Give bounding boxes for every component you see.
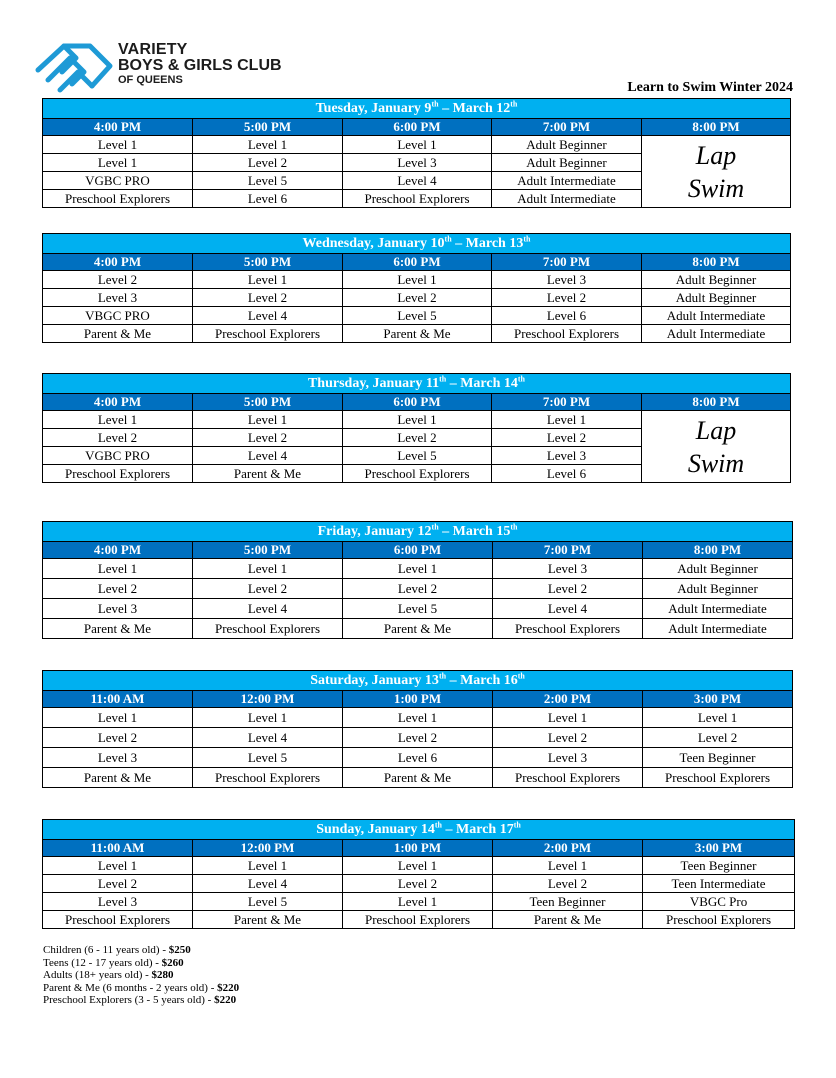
class-cell: Level 2 (493, 728, 643, 748)
time-header: 7:00 PM (492, 119, 642, 136)
class-cell: Parent & Me (343, 325, 492, 343)
class-cell: Level 1 (43, 136, 193, 154)
class-cell: Preschool Explorers (193, 325, 343, 343)
time-header: 3:00 PM (643, 691, 793, 708)
day-end-sup: th (517, 671, 525, 681)
class-cell: Level 2 (493, 579, 643, 599)
lap-swim-line2: Swim (687, 448, 745, 478)
class-cell: Level 2 (493, 875, 643, 893)
price-value: $280 (151, 969, 174, 981)
class-cell: Preschool Explorers (643, 911, 795, 929)
class-cell: Level 2 (343, 289, 492, 307)
day-start-sup: th (434, 820, 443, 830)
schedule-table-thursday (42, 373, 791, 483)
class-cell: VGBC PRO (43, 172, 193, 190)
class-cell: Level 1 (643, 708, 793, 728)
time-header: 5:00 PM (193, 542, 343, 559)
price-label: Teens (12 - 17 years old) - (43, 956, 162, 969)
class-cell: Level 4 (193, 447, 343, 465)
lap-swim-cell (642, 411, 791, 483)
time-header: 11:00 AM (43, 691, 193, 708)
class-cell: Level 3 (43, 748, 193, 768)
time-header: 4:00 PM (43, 254, 193, 271)
class-cell: Preschool Explorers (643, 768, 793, 788)
class-cell: Level 1 (43, 154, 193, 172)
class-cell: Level 2 (343, 728, 493, 748)
day-header (43, 522, 793, 542)
class-cell: Parent & Me (343, 768, 493, 788)
class-cell: Level 1 (193, 559, 343, 579)
table-row (43, 289, 791, 307)
day-end-sup: th (510, 522, 518, 532)
schedule-table-friday (42, 521, 793, 639)
time-header: 12:00 PM (193, 840, 343, 857)
table-row (43, 619, 793, 639)
class-cell: Parent & Me (43, 325, 193, 343)
club-name-line1: VARIETY (118, 41, 188, 58)
class-cell: Parent & Me (493, 911, 643, 929)
day-start-sup: th (438, 671, 447, 681)
schedule-table-sunday (42, 819, 795, 929)
schedule-table-wednesday (42, 233, 791, 343)
day-range: – March 13 (451, 236, 524, 251)
class-cell: Preschool Explorers (343, 911, 493, 929)
class-cell: Preschool Explorers (493, 768, 643, 788)
class-cell: Level 2 (343, 579, 493, 599)
price-label: Adults (18+ years old) - (43, 969, 152, 981)
class-cell: Level 2 (492, 429, 642, 447)
table-row (43, 748, 793, 768)
class-cell: Preschool Explorers (193, 768, 343, 788)
table-row (43, 325, 791, 343)
lap-swim-line2: Swim (687, 173, 745, 203)
day-header (43, 671, 793, 691)
day-header (43, 820, 795, 840)
class-cell: Adult Beginner (492, 154, 642, 172)
time-header: 8:00 PM (642, 254, 791, 271)
club-logo-icon (34, 40, 114, 96)
time-header: 5:00 PM (193, 119, 343, 136)
day-range: – March 17 (442, 822, 514, 837)
class-cell: Level 1 (343, 708, 493, 728)
price-line (43, 944, 239, 957)
day-start-sup: th (431, 522, 439, 532)
price-value: $220 (217, 981, 240, 994)
time-header: 4:00 PM (43, 119, 193, 136)
day-name: Tuesday, January 9 (315, 101, 432, 116)
day-name: Saturday, January 13 (310, 673, 439, 688)
table-row (43, 893, 795, 911)
price-label: Preschool Explorers (3 - 5 years old) - (43, 994, 215, 1006)
class-cell: Level 1 (193, 708, 343, 728)
class-cell: Level 5 (343, 307, 492, 325)
class-cell: Teen Beginner (493, 893, 643, 911)
class-cell: Parent & Me (43, 768, 193, 788)
time-header: 6:00 PM (343, 119, 492, 136)
class-cell: Level 2 (43, 728, 193, 748)
day-name: Wednesday, January 10 (302, 236, 445, 251)
class-cell: Level 1 (343, 271, 492, 289)
class-cell: Level 6 (343, 748, 493, 768)
lap-swim-line1: Lap (695, 140, 737, 170)
day-header (43, 99, 791, 119)
day-name: Thursday, January 11 (307, 376, 440, 391)
class-cell: Level 2 (343, 875, 493, 893)
time-header: 6:00 PM (343, 254, 492, 271)
schedule-table-saturday (42, 670, 793, 788)
price-value: $250 (168, 944, 191, 956)
class-cell: Preschool Explorers (343, 465, 492, 483)
class-cell: Level 1 (343, 136, 492, 154)
class-cell: Level 1 (343, 559, 493, 579)
lap-swim-line1: Lap (695, 415, 737, 445)
class-cell: Level 4 (193, 307, 343, 325)
day-start-sup: th (439, 374, 447, 384)
day-range: – March 12 (438, 101, 511, 116)
class-cell: Teen Beginner (643, 748, 793, 768)
class-cell: Preschool Explorers (492, 325, 642, 343)
class-cell: Adult Intermediate (643, 619, 793, 639)
time-header: 7:00 PM (492, 394, 642, 411)
class-cell: Level 4 (343, 172, 492, 190)
class-cell: Level 2 (43, 875, 193, 893)
class-cell: Adult Beginner (643, 559, 793, 579)
time-header: 4:00 PM (43, 394, 193, 411)
time-header: 11:00 AM (43, 840, 193, 857)
club-name-line2: BOYS & GIRLS CLUB (118, 57, 282, 74)
price-value: $220 (214, 994, 237, 1006)
time-header: 1:00 PM (343, 840, 493, 857)
club-logo (34, 40, 304, 96)
class-cell: VBGC PRO (43, 307, 193, 325)
class-cell: Level 1 (43, 559, 193, 579)
class-cell: Level 2 (193, 579, 343, 599)
table-row (43, 559, 793, 579)
time-header: 3:00 PM (643, 840, 795, 857)
club-name (118, 42, 282, 86)
time-header: 2:00 PM (493, 691, 643, 708)
class-cell: Level 1 (193, 136, 343, 154)
time-header: 7:00 PM (493, 542, 643, 559)
price-line (43, 957, 239, 970)
day-range: – March 16 (446, 673, 518, 688)
class-cell: Level 6 (492, 307, 642, 325)
lap-swim-cell (642, 136, 791, 208)
time-header: 6:00 PM (343, 542, 493, 559)
class-cell: Level 6 (492, 465, 642, 483)
class-cell: Preschool Explorers (493, 619, 643, 639)
class-cell: Adult Intermediate (492, 172, 642, 190)
table-row (43, 579, 793, 599)
class-cell: Parent & Me (193, 911, 343, 929)
time-header: 2:00 PM (493, 840, 643, 857)
table-row (43, 728, 793, 748)
day-name: Friday, January 12 (317, 524, 432, 539)
class-cell: Teen Beginner (643, 857, 795, 875)
program-title: Learn to Swim Winter 2024 (627, 80, 793, 95)
time-header: 5:00 PM (193, 394, 343, 411)
time-header: 6:00 PM (343, 394, 492, 411)
class-cell: Level 5 (343, 447, 492, 465)
price-line (43, 982, 239, 995)
class-cell: Level 1 (493, 857, 643, 875)
price-value: $260 (161, 956, 184, 969)
class-cell: Preschool Explorers (43, 465, 193, 483)
class-cell: Level 2 (343, 429, 492, 447)
class-cell: Adult Intermediate (492, 190, 642, 208)
time-header: 7:00 PM (492, 254, 642, 271)
class-cell: Adult Intermediate (642, 307, 791, 325)
table-row (43, 857, 795, 875)
class-cell: Level 1 (193, 857, 343, 875)
class-cell: Level 5 (343, 599, 493, 619)
class-cell: Level 1 (43, 857, 193, 875)
class-cell: Level 1 (343, 411, 492, 429)
class-cell: Level 3 (493, 748, 643, 768)
day-end-sup: th (510, 99, 518, 109)
day-start-sup: th (431, 99, 439, 109)
price-label: Parent & Me (6 months - 2 years old) - (43, 981, 218, 994)
class-cell: Level 6 (193, 190, 343, 208)
class-cell: Level 1 (343, 857, 493, 875)
table-row (43, 271, 791, 289)
table-row (43, 768, 793, 788)
class-cell: Level 5 (193, 172, 343, 190)
class-cell: Level 1 (43, 708, 193, 728)
time-header: 5:00 PM (193, 254, 343, 271)
day-end-sup: th (513, 820, 521, 830)
day-header (43, 374, 791, 394)
class-cell: Preschool Explorers (193, 619, 343, 639)
class-cell: Level 5 (193, 748, 343, 768)
class-cell: Adult Beginner (492, 136, 642, 154)
class-cell: VBGC Pro (643, 893, 795, 911)
day-start-sup: th (444, 234, 452, 244)
class-cell: Level 1 (193, 271, 343, 289)
class-cell: Level 3 (492, 271, 642, 289)
class-cell: Preschool Explorers (43, 190, 193, 208)
class-cell: Parent & Me (343, 619, 493, 639)
time-header: 12:00 PM (193, 691, 343, 708)
class-cell: Level 1 (492, 411, 642, 429)
class-cell: Level 3 (493, 559, 643, 579)
class-cell: Level 4 (193, 728, 343, 748)
day-end-sup: th (517, 374, 526, 384)
day-end-sup: th (523, 234, 531, 244)
class-cell: Level 2 (43, 271, 193, 289)
class-cell: Level 4 (193, 875, 343, 893)
time-header: 8:00 PM (642, 119, 791, 136)
class-cell: Level 2 (43, 429, 193, 447)
time-header: 8:00 PM (643, 542, 793, 559)
class-cell: Adult Beginner (642, 271, 791, 289)
class-cell: Adult Intermediate (643, 599, 793, 619)
table-row (43, 411, 791, 429)
class-cell: Level 3 (43, 289, 193, 307)
table-row (43, 307, 791, 325)
class-cell: Level 4 (193, 599, 343, 619)
club-name-line3: OF QUEENS (118, 74, 183, 86)
class-cell: Preschool Explorers (343, 190, 492, 208)
pricing-list (43, 944, 239, 1007)
class-cell: Teen Intermediate (643, 875, 795, 893)
class-cell: Level 1 (193, 411, 343, 429)
class-cell: Level 4 (493, 599, 643, 619)
class-cell: Level 1 (43, 411, 193, 429)
day-range: – March 15 (438, 524, 511, 539)
class-cell: Level 2 (193, 154, 343, 172)
class-cell: Level 2 (193, 429, 343, 447)
class-cell: Adult Intermediate (642, 325, 791, 343)
class-cell: Level 5 (193, 893, 343, 911)
time-header: 1:00 PM (343, 691, 493, 708)
table-row (43, 875, 795, 893)
class-cell: Parent & Me (43, 619, 193, 639)
day-header (43, 234, 791, 254)
class-cell: Adult Beginner (643, 579, 793, 599)
class-cell: Level 1 (343, 893, 493, 911)
time-header: 8:00 PM (642, 394, 791, 411)
class-cell: VGBC PRO (43, 447, 193, 465)
schedule-table-tuesday (42, 98, 791, 208)
class-cell: Level 3 (492, 447, 642, 465)
class-cell: Level 2 (492, 289, 642, 307)
table-row (43, 136, 791, 154)
class-cell: Adult Beginner (642, 289, 791, 307)
class-cell: Parent & Me (193, 465, 343, 483)
table-row (43, 599, 793, 619)
class-cell: Level 3 (343, 154, 492, 172)
class-cell: Level 2 (643, 728, 793, 748)
class-cell: Level 2 (43, 579, 193, 599)
table-row (43, 708, 793, 728)
price-line (43, 969, 239, 982)
class-cell: Level 2 (193, 289, 343, 307)
class-cell: Preschool Explorers (43, 911, 193, 929)
class-cell: Level 3 (43, 893, 193, 911)
class-cell: Level 1 (493, 708, 643, 728)
time-header: 4:00 PM (43, 542, 193, 559)
class-cell: Level 3 (43, 599, 193, 619)
table-row (43, 911, 795, 929)
day-name: Sunday, January 14 (316, 822, 435, 837)
price-label: Children (6 - 11 years old) - (43, 944, 169, 956)
day-range: – March 14 (446, 376, 518, 391)
price-line (43, 994, 239, 1007)
